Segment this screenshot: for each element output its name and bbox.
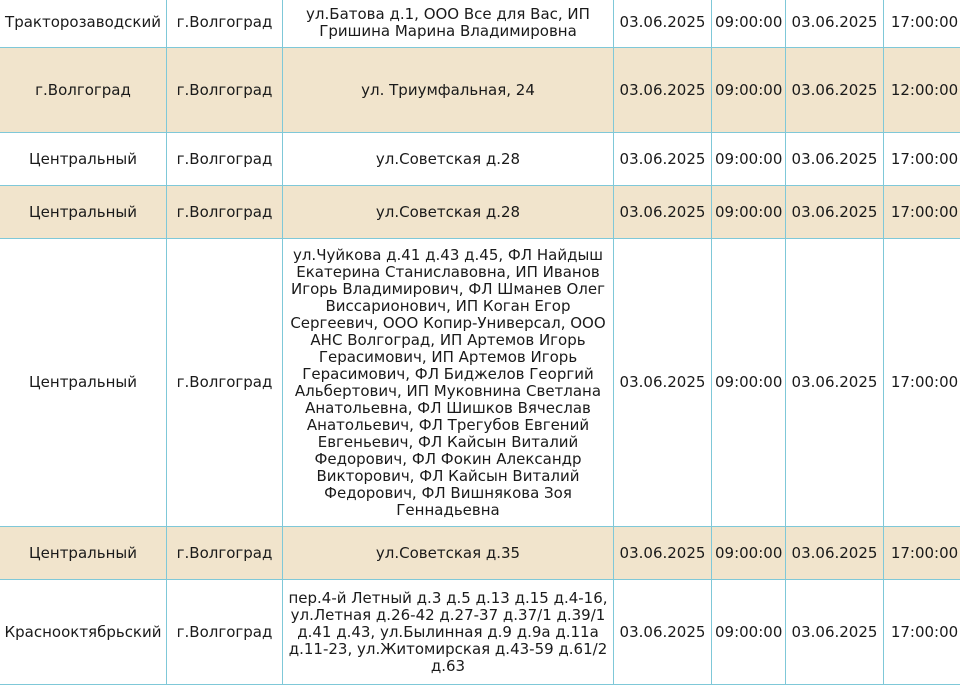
district-cell: Центральный <box>0 186 167 239</box>
table-row <box>0 527 960 580</box>
end-date-cell: 03.06.2025 <box>786 239 884 527</box>
address-cell: пер.4-й Летный д.3 д.5 д.13 д.15 д.4-16, ул.Летная д.26-42 д.27-37 д.37/1 д.39/1 д.41 д.43, ул.Былинная д.9 д.9а д.11а д.11-23, ул.Житомирская д.43-59 д.61/2 д.63 <box>283 580 614 685</box>
table-row <box>0 0 960 48</box>
district-cell: г.Волгоград <box>0 48 167 133</box>
address-cell: ул. Триумфальная, 24 <box>283 48 614 133</box>
start-time-cell: 09:00:00 <box>712 0 786 48</box>
city-cell: г.Волгоград <box>167 0 283 48</box>
end-date-cell: 03.06.2025 <box>786 580 884 685</box>
start-date-cell: 03.06.2025 <box>614 239 712 527</box>
end-time-cell: 17:00:00 <box>884 186 960 239</box>
start-date-cell: 03.06.2025 <box>614 48 712 133</box>
end-time-cell: 17:00:00 <box>884 133 960 186</box>
city-cell: г.Волгоград <box>167 239 283 527</box>
end-time-cell: 17:00:00 <box>884 527 960 580</box>
start-date-cell: 03.06.2025 <box>614 580 712 685</box>
city-cell: г.Волгоград <box>167 133 283 186</box>
district-cell: Центральный <box>0 527 167 580</box>
start-time-cell: 09:00:00 <box>712 239 786 527</box>
district-cell: Центральный <box>0 239 167 527</box>
start-date-cell: 03.06.2025 <box>614 133 712 186</box>
start-time-cell: 09:00:00 <box>712 527 786 580</box>
end-time-cell: 17:00:00 <box>884 580 960 685</box>
district-cell: Тракторозаводский <box>0 0 167 48</box>
address-cell: ул.Советская д.28 <box>283 133 614 186</box>
district-cell: Краснооктябрьский <box>0 580 167 685</box>
table-row <box>0 48 960 133</box>
end-time-cell: 17:00:00 <box>884 239 960 527</box>
district-cell: Центральный <box>0 133 167 186</box>
address-cell: ул.Советская д.35 <box>283 527 614 580</box>
table-row <box>0 580 960 685</box>
table-row <box>0 239 960 527</box>
city-cell: г.Волгоград <box>167 527 283 580</box>
end-time-cell: 17:00:00 <box>884 0 960 48</box>
start-time-cell: 09:00:00 <box>712 48 786 133</box>
city-cell: г.Волгоград <box>167 580 283 685</box>
start-time-cell: 09:00:00 <box>712 580 786 685</box>
end-date-cell: 03.06.2025 <box>786 0 884 48</box>
table-row <box>0 133 960 186</box>
start-date-cell: 03.06.2025 <box>614 186 712 239</box>
end-date-cell: 03.06.2025 <box>786 186 884 239</box>
address-cell: ул.Чуйкова д.41 д.43 д.45, ФЛ Найдыш Екатерина Станиславовна, ИП Иванов Игорь Владимирович, ФЛ Шманев Олег Виссарионович, ИП Коган Егор Сергеевич, ООО Копир-Универсал, ООО АНС Волгоград, ИП Артемов Игорь Герасимович, ИП Артемов Игорь Герасимович, ФЛ Биджелов Георгий Альбертович, ИП Муковнина Светлана Анатольевна, ФЛ Шишков Вячеслав Анатольевич, ФЛ Трегубов Евгений Евгеньевич, ФЛ Кайсын Виталий Федорович, ФЛ Фокин Александр Викторович, ФЛ Кайсын Виталий Федорович, ФЛ Вишнякова Зоя Геннадьевна <box>283 239 614 527</box>
city-cell: г.Волгоград <box>167 48 283 133</box>
start-time-cell: 09:00:00 <box>712 186 786 239</box>
address-cell: ул.Советская д.28 <box>283 186 614 239</box>
end-time-cell: 12:00:00 <box>884 48 960 133</box>
start-date-cell: 03.06.2025 <box>614 527 712 580</box>
end-date-cell: 03.06.2025 <box>786 48 884 133</box>
table-row <box>0 186 960 239</box>
end-date-cell: 03.06.2025 <box>786 133 884 186</box>
start-date-cell: 03.06.2025 <box>614 0 712 48</box>
end-date-cell: 03.06.2025 <box>786 527 884 580</box>
start-time-cell: 09:00:00 <box>712 133 786 186</box>
address-cell: ул.Батова д.1, ООО Все для Вас, ИП Гришина Марина Владимировна <box>283 0 614 48</box>
city-cell: г.Волгоград <box>167 186 283 239</box>
